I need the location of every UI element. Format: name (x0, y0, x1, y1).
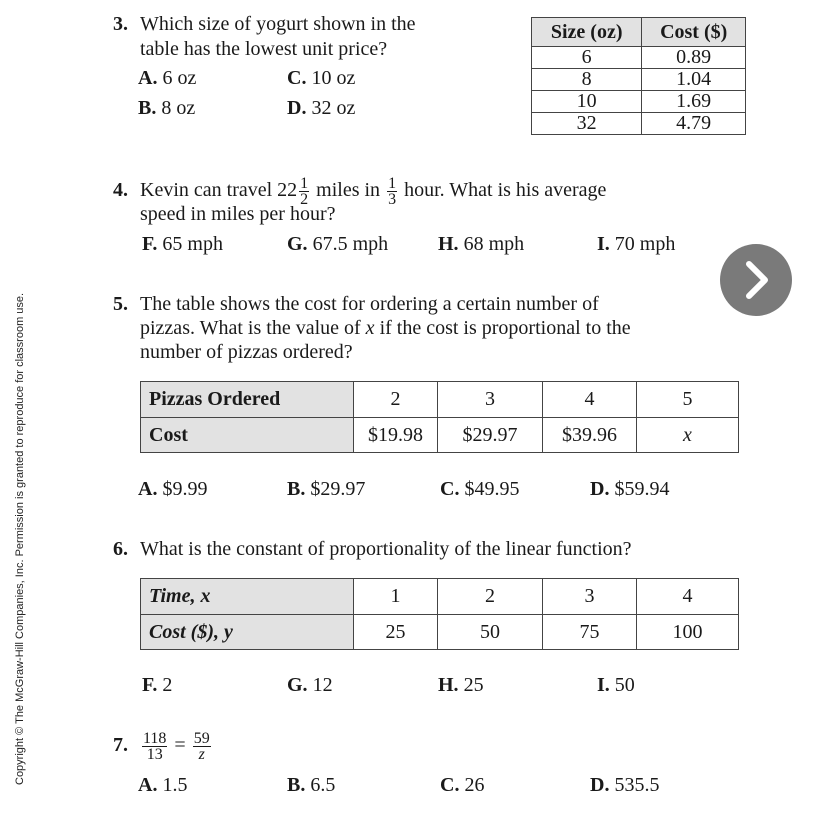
option-text: 67.5 mph (312, 233, 389, 255)
cell: x (637, 418, 739, 453)
option-text: 6.5 (310, 774, 336, 796)
cell: $39.96 (543, 418, 637, 453)
option-letter: H. (438, 674, 459, 696)
cell: $19.98 (354, 418, 438, 453)
cell: 1.69 (642, 91, 746, 113)
q3-option-c[interactable] (287, 67, 355, 89)
option-letter: F. (142, 674, 158, 696)
equals-sign: = (174, 734, 186, 756)
denominator: 2 (300, 190, 309, 208)
q3-text-line2: table has the lowest unit price? (140, 38, 388, 60)
text: pizzas. What is the value of (140, 317, 366, 339)
option-text: 68 mph (463, 233, 525, 255)
option-text: 2 (162, 674, 173, 696)
numerator: 1 (388, 174, 397, 192)
q6-option-h[interactable] (438, 674, 484, 696)
option-letter: D. (590, 774, 610, 796)
q5-text-line2 (140, 317, 631, 339)
option-text: 25 (463, 674, 484, 696)
option-text: 1.5 (162, 774, 188, 796)
q5-option-d[interactable] (590, 478, 669, 500)
option-text: 26 (464, 774, 485, 796)
denominator: 3 (388, 190, 397, 208)
option-letter: H. (438, 233, 459, 255)
pizza-table (140, 381, 739, 453)
q4-option-h[interactable] (438, 233, 524, 255)
option-letter: A. (138, 478, 158, 500)
cell: 1 (354, 579, 438, 615)
cell: 100 (637, 615, 739, 650)
option-text: $49.95 (464, 478, 520, 500)
fraction (387, 176, 397, 207)
denominator: 13 (146, 745, 163, 763)
q6-number: 6. (113, 538, 128, 560)
option-letter: G. (287, 674, 308, 696)
next-button[interactable] (720, 244, 792, 316)
cell: 1.04 (642, 69, 746, 91)
cell: 2 (438, 579, 543, 615)
option-letter: A. (138, 774, 158, 796)
q7-option-a[interactable] (138, 774, 187, 796)
q4-option-i[interactable] (597, 233, 675, 255)
q6-option-i[interactable] (597, 674, 635, 696)
option-letter: F. (142, 233, 158, 255)
cell: 3 (438, 382, 543, 418)
header-size: Size (oz) (532, 18, 642, 47)
option-letter: B. (138, 97, 157, 119)
text: miles in (316, 179, 381, 201)
variable: x (365, 317, 375, 339)
q6-text: What is the constant of proportionality of the linear function? (140, 538, 632, 560)
numerator: 118 (143, 729, 167, 747)
header-cost: Cost ($) (642, 18, 746, 47)
option-text: $59.94 (614, 478, 670, 500)
q4-text-line2: speed in miles per hour? (140, 203, 336, 225)
q5-text-line1: The table shows the cost for ordering a certain number of (140, 293, 599, 315)
cell: 25 (354, 615, 438, 650)
copyright-notice: Copyright © The McGraw-Hill Companies, Inc. Permission is granted to reproduce for classroom use. (14, 292, 26, 785)
cell: $29.97 (438, 418, 543, 453)
option-letter: C. (440, 774, 460, 796)
row-header: Cost (141, 418, 354, 453)
option-text: 6 oz (162, 67, 197, 89)
cell: 2 (354, 382, 438, 418)
option-letter: A. (138, 67, 158, 89)
q3-number: 3. (113, 13, 128, 35)
cell: 4 (543, 382, 637, 418)
cell: 4 (637, 579, 739, 615)
q5-text-line3: number of pizzas ordered? (140, 341, 353, 363)
fraction (142, 731, 167, 762)
option-text: 8 oz (161, 97, 196, 119)
text: if the cost is proportional to the (374, 317, 631, 339)
cell: 0.89 (642, 47, 746, 69)
option-text: 32 oz (311, 97, 356, 119)
cell: 4.79 (642, 113, 746, 135)
option-letter: B. (287, 478, 306, 500)
text: hour. What is his average (404, 179, 607, 201)
option-text: 535.5 (614, 774, 660, 796)
q4-option-g[interactable] (287, 233, 388, 255)
row-header: Cost ($), y (141, 615, 354, 650)
cell: 8 (532, 69, 642, 91)
option-letter: I. (597, 233, 610, 255)
q3-text-line1: Which size of yogurt shown in the (140, 13, 416, 35)
option-letter: I. (597, 674, 610, 696)
q4-option-f[interactable] (142, 233, 223, 255)
q7-equation (140, 727, 213, 763)
cell: 10 (532, 91, 642, 113)
option-text: 65 mph (162, 233, 223, 255)
option-letter: C. (440, 478, 460, 500)
q3-option-d[interactable] (287, 97, 355, 119)
q5-option-b[interactable] (287, 478, 365, 500)
option-letter: G. (287, 233, 308, 255)
option-text: 12 (312, 674, 333, 696)
q7-option-c[interactable] (440, 774, 484, 796)
q4-number: 4. (113, 179, 128, 201)
q6-option-g[interactable] (287, 674, 333, 696)
numerator: 1 (300, 174, 309, 192)
option-text: 70 mph (614, 233, 676, 255)
option-letter: D. (287, 97, 307, 119)
q7-option-d[interactable] (590, 774, 659, 796)
option-text: 50 (614, 674, 635, 696)
cell: 32 (532, 113, 642, 135)
yogurt-table (531, 17, 746, 135)
q6-option-f[interactable] (142, 674, 172, 696)
chevron-right-icon (720, 244, 792, 316)
fraction (193, 731, 211, 762)
numerator: 59 (193, 729, 210, 747)
cell: 75 (543, 615, 637, 650)
q5-option-a[interactable] (138, 478, 207, 500)
option-text: $29.97 (310, 478, 366, 500)
q3-option-a[interactable] (138, 67, 196, 89)
q5-option-c[interactable] (440, 478, 519, 500)
q3-option-b[interactable] (138, 97, 195, 119)
cell: 6 (532, 47, 642, 69)
q7-option-b[interactable] (287, 774, 335, 796)
cell: 50 (438, 615, 543, 650)
option-letter: B. (287, 774, 306, 796)
row-header: Pizzas Ordered (141, 382, 354, 418)
option-text: $9.99 (162, 478, 208, 500)
q5-number: 5. (113, 293, 128, 315)
cell: 5 (637, 382, 739, 418)
option-letter: D. (590, 478, 610, 500)
denominator: z (198, 745, 205, 763)
row-header: Time, x (141, 579, 354, 615)
option-text: 10 oz (311, 67, 356, 89)
q7-number: 7. (113, 734, 128, 756)
text: Kevin can travel 22 (140, 179, 298, 201)
option-letter: C. (287, 67, 307, 89)
linear-function-table (140, 578, 739, 650)
cell: 3 (543, 579, 637, 615)
